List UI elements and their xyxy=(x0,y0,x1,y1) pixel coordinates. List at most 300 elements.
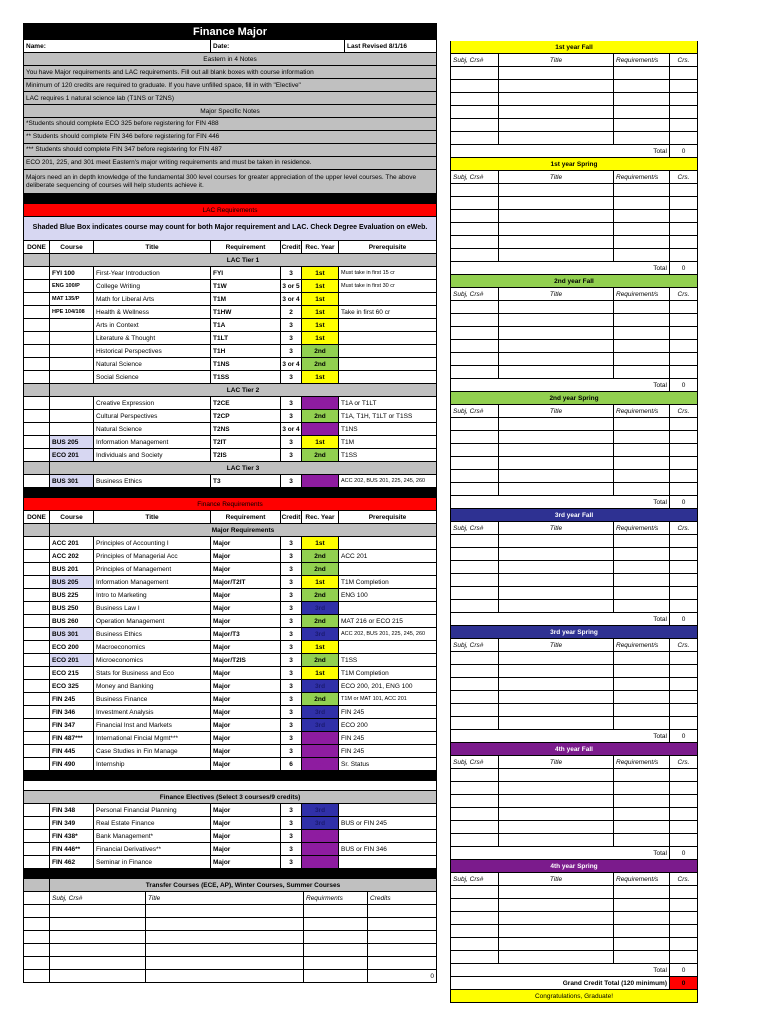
subj-cell[interactable] xyxy=(451,184,499,196)
crs-cell[interactable] xyxy=(670,704,697,716)
subj-cell[interactable] xyxy=(451,197,499,209)
req-cell[interactable] xyxy=(614,301,670,313)
crs-cell[interactable] xyxy=(670,444,697,456)
done-checkbox[interactable] xyxy=(24,693,50,705)
term-total: 0 xyxy=(681,732,686,740)
subj-cell[interactable] xyxy=(451,769,499,781)
term-col-headers xyxy=(450,522,698,535)
req-cell[interactable] xyxy=(614,678,670,690)
course-code: FIN 346 xyxy=(50,706,94,718)
title-cell[interactable] xyxy=(499,600,614,612)
requirement: Major xyxy=(211,537,281,549)
crs-cell[interactable] xyxy=(670,249,697,261)
req-cell[interactable] xyxy=(614,431,670,443)
req-cell[interactable] xyxy=(614,600,670,612)
done-checkbox[interactable] xyxy=(24,436,50,448)
rec-year: 4th xyxy=(302,397,339,409)
req-cell[interactable] xyxy=(614,327,670,339)
last-revised: Last Revised 8/1/16 xyxy=(347,42,407,50)
rec-year: 4th xyxy=(302,830,339,842)
title-cell[interactable] xyxy=(499,665,614,677)
subj-cell[interactable] xyxy=(451,249,499,261)
req-cell[interactable] xyxy=(614,80,670,92)
title-cell[interactable] xyxy=(499,444,614,456)
transfer-cell[interactable] xyxy=(304,957,368,969)
title-cell[interactable] xyxy=(499,925,614,937)
requirement: Major xyxy=(211,817,281,829)
transfer-cell[interactable] xyxy=(304,944,368,956)
crs-cell[interactable] xyxy=(670,67,697,79)
req-cell[interactable] xyxy=(614,808,670,820)
transfer-cell[interactable] xyxy=(368,918,436,930)
done-checkbox[interactable] xyxy=(24,680,50,692)
subj-cell[interactable] xyxy=(451,223,499,235)
done-checkbox[interactable] xyxy=(24,843,50,855)
req-cell[interactable] xyxy=(614,899,670,911)
crs-cell[interactable] xyxy=(670,769,697,781)
subj-cell[interactable] xyxy=(451,587,499,599)
req-cell[interactable] xyxy=(614,314,670,326)
subj-cell[interactable] xyxy=(451,548,499,560)
done-checkbox[interactable] xyxy=(24,550,50,562)
subj-cell[interactable] xyxy=(451,691,499,703)
subj-cell[interactable] xyxy=(451,600,499,612)
credit: 3 xyxy=(281,332,302,344)
crs-cell[interactable] xyxy=(670,899,697,911)
crs-cell[interactable] xyxy=(670,652,697,664)
subj-cell[interactable] xyxy=(451,236,499,248)
title-cell[interactable] xyxy=(499,548,614,560)
subj-cell[interactable] xyxy=(451,431,499,443)
subj-cell[interactable] xyxy=(451,366,499,378)
subj-cell[interactable] xyxy=(451,834,499,846)
title-cell[interactable] xyxy=(499,184,614,196)
done-checkbox[interactable] xyxy=(24,654,50,666)
transfer-cell[interactable] xyxy=(304,905,368,917)
req-cell[interactable] xyxy=(614,769,670,781)
title-cell[interactable] xyxy=(499,80,614,92)
term-col-header: Subj, Crs# xyxy=(451,171,499,183)
req-cell[interactable] xyxy=(614,587,670,599)
crs-cell[interactable] xyxy=(670,782,697,794)
transfer-cell[interactable] xyxy=(50,918,146,930)
transfer-cell[interactable] xyxy=(146,918,304,930)
done-checkbox[interactable] xyxy=(24,745,50,757)
req-cell[interactable] xyxy=(614,106,670,118)
crs-cell[interactable] xyxy=(670,119,697,131)
prerequisite xyxy=(339,830,436,842)
transfer-cell[interactable] xyxy=(50,905,146,917)
req-cell[interactable] xyxy=(614,561,670,573)
subj-cell[interactable] xyxy=(451,717,499,729)
done-checkbox[interactable] xyxy=(24,371,50,383)
subj-cell[interactable] xyxy=(451,925,499,937)
crs-cell[interactable] xyxy=(670,886,697,898)
term-col-header: Title xyxy=(499,522,614,534)
crs-cell[interactable] xyxy=(670,548,697,560)
title-cell[interactable] xyxy=(499,327,614,339)
column-header: Rec. Year xyxy=(302,511,339,523)
crs-cell[interactable] xyxy=(670,184,697,196)
rec-year: 2nd xyxy=(302,410,339,422)
done-checkbox[interactable] xyxy=(24,293,50,305)
title-cell[interactable] xyxy=(499,717,614,729)
crs-cell[interactable] xyxy=(670,834,697,846)
req-cell[interactable] xyxy=(614,652,670,664)
done-checkbox[interactable] xyxy=(24,358,50,370)
subj-cell[interactable] xyxy=(451,327,499,339)
subj-cell[interactable] xyxy=(451,470,499,482)
done-checkbox[interactable] xyxy=(24,719,50,731)
crs-cell[interactable] xyxy=(670,795,697,807)
crs-cell[interactable] xyxy=(670,691,697,703)
req-cell[interactable] xyxy=(614,249,670,261)
term-total-row xyxy=(450,496,698,509)
subj-cell[interactable] xyxy=(451,93,499,105)
title-cell[interactable] xyxy=(499,366,614,378)
finance-course-row xyxy=(23,706,437,719)
done-checkbox[interactable] xyxy=(24,732,50,744)
title-cell[interactable] xyxy=(499,769,614,781)
subj-cell[interactable] xyxy=(451,119,499,131)
note-text: *** Students should complete FIN 347 before registering for FIN 487 xyxy=(26,146,222,154)
title-cell[interactable] xyxy=(499,236,614,248)
requirement: Major xyxy=(211,680,281,692)
subj-cell[interactable] xyxy=(451,899,499,911)
plan-course-row xyxy=(450,366,698,379)
transfer-cell[interactable] xyxy=(50,944,146,956)
done-checkbox[interactable] xyxy=(24,706,50,718)
transfer-cell[interactable] xyxy=(50,957,146,969)
title-cell[interactable] xyxy=(499,340,614,352)
title-cell[interactable] xyxy=(499,431,614,443)
subj-cell[interactable] xyxy=(451,210,499,222)
done-checkbox[interactable] xyxy=(24,423,50,435)
title-cell[interactable] xyxy=(499,561,614,573)
transfer-cell[interactable] xyxy=(368,931,436,943)
req-cell[interactable] xyxy=(614,834,670,846)
title-cell[interactable] xyxy=(499,418,614,430)
transfer-row xyxy=(23,944,437,957)
column-header: DONE xyxy=(24,241,50,253)
crs-cell[interactable] xyxy=(670,535,697,547)
title-cell[interactable] xyxy=(499,535,614,547)
req-cell[interactable] xyxy=(614,717,670,729)
name-field[interactable]: Name: xyxy=(24,40,211,52)
title-cell[interactable] xyxy=(499,691,614,703)
course-code: FIN 445 xyxy=(50,745,94,757)
plan-course-row xyxy=(450,340,698,353)
req-cell[interactable] xyxy=(614,93,670,105)
title-cell[interactable] xyxy=(499,899,614,911)
crs-cell[interactable] xyxy=(670,327,697,339)
done-checkbox[interactable] xyxy=(24,319,50,331)
crs-cell[interactable] xyxy=(670,106,697,118)
req-cell[interactable] xyxy=(614,704,670,716)
req-cell[interactable] xyxy=(614,938,670,950)
title-cell[interactable] xyxy=(499,574,614,586)
transfer-total[interactable]: 0 xyxy=(430,972,434,980)
req-cell[interactable] xyxy=(614,782,670,794)
done-checkbox[interactable] xyxy=(24,856,50,868)
subj-cell[interactable] xyxy=(451,795,499,807)
subj-cell[interactable] xyxy=(451,314,499,326)
crs-cell[interactable] xyxy=(670,366,697,378)
transfer-col-header: Credits xyxy=(370,894,391,902)
transfer-cell[interactable] xyxy=(146,970,304,982)
transfer-cell[interactable] xyxy=(146,957,304,969)
finance-course-row xyxy=(23,758,437,771)
done-checkbox[interactable] xyxy=(24,817,50,829)
title-cell[interactable] xyxy=(499,834,614,846)
done-checkbox[interactable] xyxy=(24,641,50,653)
req-cell[interactable] xyxy=(614,210,670,222)
crs-cell[interactable] xyxy=(670,93,697,105)
subj-cell[interactable] xyxy=(451,132,499,144)
crs-cell[interactable] xyxy=(670,925,697,937)
crs-cell[interactable] xyxy=(670,938,697,950)
req-cell[interactable] xyxy=(614,912,670,924)
req-cell[interactable] xyxy=(614,548,670,560)
done-checkbox[interactable] xyxy=(24,475,50,487)
transfer-cell[interactable] xyxy=(146,905,304,917)
crs-cell[interactable] xyxy=(670,457,697,469)
finance-course-row xyxy=(23,576,437,589)
req-cell[interactable] xyxy=(614,197,670,209)
note-text: Minimum of 120 credits are required to graduate. If you have unfilled space, fill in with "Elective" xyxy=(26,81,301,89)
crs-cell[interactable] xyxy=(670,314,697,326)
title-cell[interactable] xyxy=(499,457,614,469)
title-cell[interactable] xyxy=(499,782,614,794)
course-title: Creative Expression xyxy=(94,397,211,409)
title-cell[interactable] xyxy=(499,223,614,235)
title-cell[interactable] xyxy=(499,808,614,820)
crs-cell[interactable] xyxy=(670,587,697,599)
subj-cell[interactable] xyxy=(451,483,499,495)
prerequisite: FIN 245 xyxy=(341,734,365,742)
crs-cell[interactable] xyxy=(670,600,697,612)
done-checkbox[interactable] xyxy=(24,332,50,344)
subj-cell[interactable] xyxy=(451,821,499,833)
req-cell[interactable] xyxy=(614,457,670,469)
title-cell[interactable] xyxy=(499,938,614,950)
req-cell[interactable] xyxy=(614,925,670,937)
title-cell[interactable] xyxy=(499,353,614,365)
subj-cell[interactable] xyxy=(451,808,499,820)
title-cell[interactable] xyxy=(499,912,614,924)
done-checkbox[interactable] xyxy=(24,449,50,461)
title-cell[interactable] xyxy=(499,886,614,898)
transfer-cell[interactable] xyxy=(50,931,146,943)
requirement: Major xyxy=(211,719,281,731)
crs-cell[interactable] xyxy=(670,418,697,430)
transfer-cell[interactable] xyxy=(368,957,436,969)
req-cell[interactable] xyxy=(614,236,670,248)
title-cell[interactable] xyxy=(499,470,614,482)
term-col-header: Crs. xyxy=(677,641,690,649)
title-cell[interactable] xyxy=(499,210,614,222)
subj-cell[interactable] xyxy=(451,535,499,547)
req-cell[interactable] xyxy=(614,353,670,365)
done-checkbox[interactable] xyxy=(24,804,50,816)
subj-cell[interactable] xyxy=(451,418,499,430)
title-cell[interactable] xyxy=(499,314,614,326)
subj-cell[interactable] xyxy=(451,782,499,794)
crs-cell[interactable] xyxy=(670,717,697,729)
crs-cell[interactable] xyxy=(670,197,697,209)
subj-cell[interactable] xyxy=(451,80,499,92)
crs-cell[interactable] xyxy=(670,210,697,222)
crs-cell[interactable] xyxy=(670,132,697,144)
req-cell[interactable] xyxy=(614,535,670,547)
subj-cell[interactable] xyxy=(451,561,499,573)
done-checkbox[interactable] xyxy=(24,589,50,601)
done-checkbox[interactable] xyxy=(24,563,50,575)
crs-cell[interactable] xyxy=(670,80,697,92)
req-cell[interactable] xyxy=(614,223,670,235)
crs-cell[interactable] xyxy=(670,223,697,235)
course-code: FIN 438* xyxy=(50,830,94,842)
title-cell[interactable] xyxy=(499,67,614,79)
title-cell[interactable] xyxy=(499,301,614,313)
subj-cell[interactable] xyxy=(451,301,499,313)
req-cell[interactable] xyxy=(614,665,670,677)
subj-cell[interactable] xyxy=(451,678,499,690)
course-code: BUS 205 xyxy=(50,576,94,588)
crs-cell[interactable] xyxy=(670,431,697,443)
req-cell[interactable] xyxy=(614,691,670,703)
transfer-cell[interactable] xyxy=(146,944,304,956)
crs-cell[interactable] xyxy=(670,561,697,573)
title-cell[interactable] xyxy=(499,652,614,664)
crs-cell[interactable] xyxy=(670,353,697,365)
subj-cell[interactable] xyxy=(451,106,499,118)
subj-cell[interactable] xyxy=(451,912,499,924)
transfer-cell[interactable] xyxy=(304,970,368,982)
title-cell[interactable] xyxy=(499,795,614,807)
transfer-cell[interactable] xyxy=(304,931,368,943)
title-cell[interactable] xyxy=(499,93,614,105)
rec-year: 3rd xyxy=(302,817,339,829)
title-cell[interactable] xyxy=(499,249,614,261)
title-cell[interactable] xyxy=(499,704,614,716)
title-cell[interactable] xyxy=(499,587,614,599)
req-cell[interactable] xyxy=(614,821,670,833)
crs-cell[interactable] xyxy=(670,665,697,677)
subj-cell[interactable] xyxy=(451,353,499,365)
crs-cell[interactable] xyxy=(670,821,697,833)
tier-label: LAC Tier 1 xyxy=(226,256,260,264)
done-checkbox[interactable] xyxy=(24,280,50,292)
subj-cell[interactable] xyxy=(451,574,499,586)
subj-cell[interactable] xyxy=(451,444,499,456)
crs-cell[interactable] xyxy=(670,236,697,248)
subj-cell[interactable] xyxy=(451,886,499,898)
title-cell[interactable] xyxy=(499,821,614,833)
done-checkbox[interactable] xyxy=(24,667,50,679)
plan-course-row xyxy=(450,249,698,262)
done-checkbox[interactable] xyxy=(24,410,50,422)
title-cell[interactable] xyxy=(499,106,614,118)
done-checkbox[interactable] xyxy=(24,306,50,318)
crs-cell[interactable] xyxy=(670,340,697,352)
subj-cell[interactable] xyxy=(451,704,499,716)
date-field[interactable]: Date: xyxy=(211,40,345,52)
done-checkbox[interactable] xyxy=(24,345,50,357)
req-cell[interactable] xyxy=(614,574,670,586)
crs-cell[interactable] xyxy=(670,951,697,963)
done-checkbox[interactable] xyxy=(24,397,50,409)
title-cell[interactable] xyxy=(499,483,614,495)
transfer-cell[interactable] xyxy=(368,944,436,956)
crs-cell[interactable] xyxy=(670,912,697,924)
done-checkbox[interactable] xyxy=(24,830,50,842)
done-checkbox[interactable] xyxy=(24,628,50,640)
transfer-cell[interactable] xyxy=(146,931,304,943)
req-cell[interactable] xyxy=(614,340,670,352)
term-name: 3rd year Spring xyxy=(550,628,598,636)
done-checkbox[interactable] xyxy=(24,758,50,770)
req-cell[interactable] xyxy=(614,67,670,79)
req-cell[interactable] xyxy=(614,132,670,144)
title-cell[interactable] xyxy=(499,197,614,209)
lac-course-row xyxy=(23,475,437,488)
req-cell[interactable] xyxy=(614,418,670,430)
done-checkbox[interactable] xyxy=(24,615,50,627)
req-cell[interactable] xyxy=(614,470,670,482)
done-checkbox[interactable] xyxy=(24,537,50,549)
crs-cell[interactable] xyxy=(670,678,697,690)
prerequisite xyxy=(339,319,436,331)
term-col-header: Requirement/s xyxy=(614,54,670,66)
title-cell[interactable] xyxy=(499,119,614,131)
transfer-cell[interactable] xyxy=(50,970,146,982)
title-cell[interactable] xyxy=(499,132,614,144)
subj-cell[interactable] xyxy=(451,67,499,79)
lac-course-row xyxy=(23,267,437,280)
req-cell[interactable] xyxy=(614,795,670,807)
transfer-cell[interactable] xyxy=(304,918,368,930)
done-checkbox[interactable] xyxy=(24,602,50,614)
subj-cell[interactable] xyxy=(451,938,499,950)
crs-cell[interactable] xyxy=(670,808,697,820)
column-headers xyxy=(23,241,437,254)
subj-cell[interactable] xyxy=(451,951,499,963)
req-cell[interactable] xyxy=(614,184,670,196)
req-cell[interactable] xyxy=(614,951,670,963)
req-cell[interactable] xyxy=(614,444,670,456)
crs-cell[interactable] xyxy=(670,483,697,495)
done-checkbox[interactable] xyxy=(24,267,50,279)
title-cell[interactable] xyxy=(499,951,614,963)
crs-cell[interactable] xyxy=(670,301,697,313)
subj-cell[interactable] xyxy=(451,665,499,677)
req-cell[interactable] xyxy=(614,483,670,495)
transfer-row xyxy=(23,918,437,931)
crs-cell[interactable] xyxy=(670,470,697,482)
req-cell[interactable] xyxy=(614,366,670,378)
subj-cell[interactable] xyxy=(451,340,499,352)
title-cell[interactable] xyxy=(499,678,614,690)
done-checkbox[interactable] xyxy=(24,576,50,588)
subj-cell[interactable] xyxy=(451,652,499,664)
term-name: 1st year Spring xyxy=(550,160,598,168)
req-cell[interactable] xyxy=(614,886,670,898)
subj-cell[interactable] xyxy=(451,457,499,469)
crs-cell[interactable] xyxy=(670,574,697,586)
req-cell[interactable] xyxy=(614,119,670,131)
transfer-cell[interactable] xyxy=(368,905,436,917)
